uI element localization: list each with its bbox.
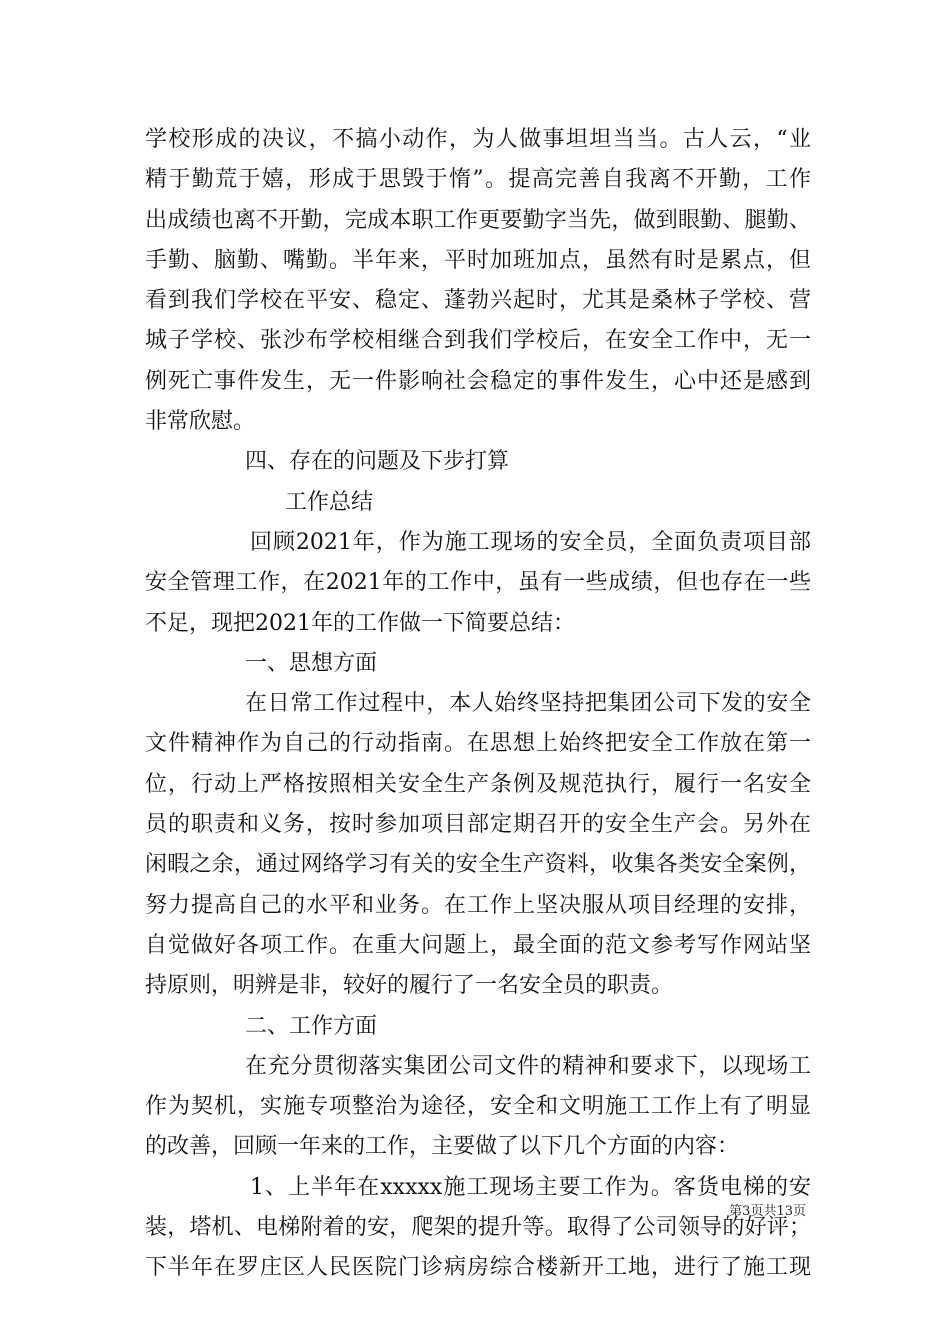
section-heading: 二、工作方面 xyxy=(245,1013,378,1039)
text-line: 位，行动上严格按照相关安全生产条例及规范执行，履行一名安全 xyxy=(145,771,811,797)
text-line: 装，塔机、电梯附着的安，爬架的提升等。取得了公司领导的好评； xyxy=(145,1215,811,1241)
text-line: 闲暇之余，通过网络学习有关的安全生产资料，收集各类安全案例， xyxy=(145,852,811,878)
section-heading: 一、思想方面 xyxy=(245,650,378,676)
text-line: 作为契机，实施专项整治为途径，安全和文明施工工作上有了明显 xyxy=(145,1094,811,1120)
text-line: 手勤、脑勤、嘴勤。半年来，平时加班加点，虽然有时是累点，但 xyxy=(145,247,811,273)
text-line: 下半年在罗庄区人民医院门诊病房综合楼新开工地，进行了施工现 xyxy=(145,1255,811,1281)
text-line: 努力提高自己的水平和业务。在工作上坚决服从项目经理的安排， xyxy=(145,892,811,918)
text-line: 的改善，回顾一年来的工作，主要做了以下几个方面的内容： xyxy=(145,1134,740,1160)
text-line: 看到我们学校在平安、稳定、蓬勃兴起时，尤其是桑林子学校、营 xyxy=(145,288,811,314)
text-line: 自觉做好各项工作。在重大问题上，最全面的范文参考写作网站坚 xyxy=(145,932,811,958)
text-line: 员的职责和义务，按时参加项目部定期召开的安全生产会。另外在 xyxy=(145,812,811,838)
text-line: 1、上半年在xxxxx施工现场主要工作为。客货电梯的安 xyxy=(250,1174,811,1200)
text-line: 例死亡事件发生，无一件影响社会稳定的事件发生，心中还是感到 xyxy=(145,368,811,394)
text-line: 回顾2021年，作为施工现场的安全员，全面负责项目部 xyxy=(250,529,811,555)
text-line: 在日常工作过程中，本人始终坚持把集团公司下发的安全 xyxy=(245,691,811,717)
section-heading: 四、存在的问题及下步打算 xyxy=(245,449,510,475)
text-line: 学校形成的决议，不搞小动作，为人做事坦坦当当。古人云，“业 xyxy=(145,127,811,152)
text-line: 出成绩也离不开勤，完成本职工作更要勤字当先，做到眼勤、腿勤、 xyxy=(145,207,811,233)
document-body xyxy=(145,120,811,1289)
text-line: 安全管理工作，在2021年的工作中，虽有一些成绩，但也存在一些 xyxy=(145,570,811,596)
section-title: 工作总结 xyxy=(285,489,374,515)
text-line: 持原则，明辨是非，较好的履行了一名安全员的职责。 xyxy=(145,973,674,999)
text-line: 非常欣慰。 xyxy=(145,409,256,435)
text-line: 文件精神作为自己的行动指南。在思想上始终把安全工作放在第一 xyxy=(145,731,811,757)
text-line: 不足，现把2021年的工作做一下简要总结： xyxy=(145,610,575,636)
page-number: 第3页共13页 xyxy=(729,1204,806,1219)
text-line: 在充分贯彻落实集团公司文件的精神和要求下，以现场工 xyxy=(245,1053,811,1079)
text-line: 城子学校、张沙布学校相继合到我们学校后，在安全工作中，无一 xyxy=(145,328,811,354)
text-line: 精于勤荒于嬉，形成于思毁于惰”。提高完善自我离不开勤，工作 xyxy=(145,167,811,193)
